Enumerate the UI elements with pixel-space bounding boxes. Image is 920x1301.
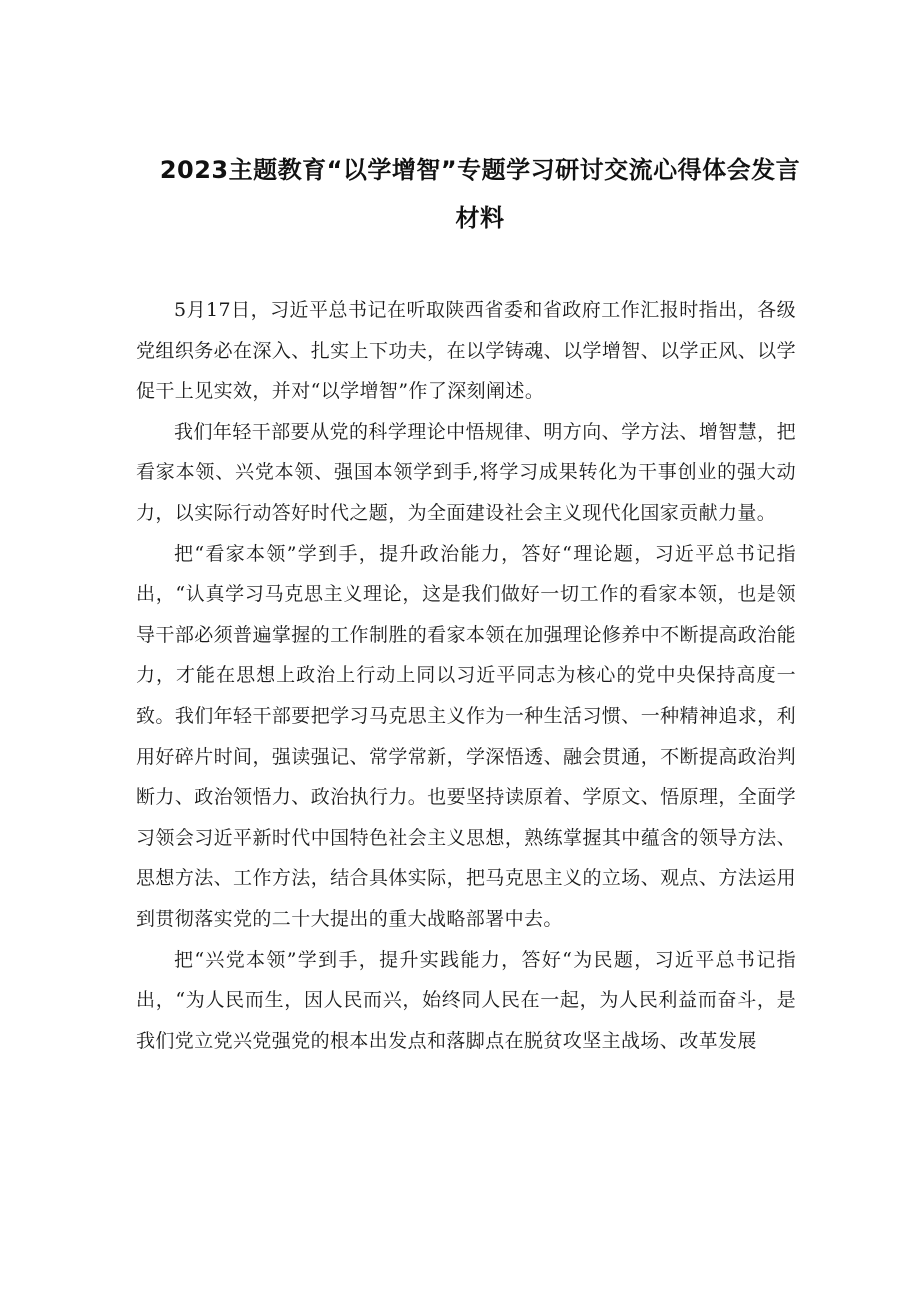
paragraph-2: 我们年轻干部要从党的科学理论中悟规律、明方向、学方法、增智慧，把看家本领、兴党本领、强国本领学到手,将学习成果转化为干事创业的强大动力，以实际行动答好时代之题，为全面建设社会主义现代化国家贡献力量。	[136, 420, 796, 524]
paragraph-1: 5月17日，习近平总书记在听取陕西省委和省政府工作汇报时指出，各级党组织务必在深入、扎实上下功夫，在以学铸魂、以学增智、以学正风、以学促干上见实效，并对“以学增智”作了深刻阐述。	[136, 299, 796, 403]
document-title: 2023主题教育“以学增智”专题学习研讨交流心得体会发言材料	[159, 156, 801, 232]
paragraph-3: 把“看家本领”学到手，提升政治能力，答好“理论题，习近平总书记指出，“认真学习马克思主义理论，这是我们做好一切工作的看家本领，也是领导干部必须普遍掌握的工作制胜的看家本领在加强理论修养中不断提高政治能力，才能在思想上政治上行动上同以习近平同志为核心的党中央保持高度一致。我们年轻干部要把学习马克思主义作为一种生活习惯、一种精神追求，利用好碎片时间，强读强记、常学常新，学深悟透、融会贯通，不断提高政治判断力、政治领悟力、政治执行力。也要坚持读原着、学原文、悟原理，全面学习领会习近平新时代中国特色社会主义思想，熟练掌握其中蕴含的领导方法、思想方法、工作方法，结合具体实际，把马克思主义的立场、观点、方法运用到贯彻落实党的二十大提出的重大战略部署中去。	[136, 542, 796, 930]
document-body	[136, 290, 796, 1061]
paragraph-4: 把“兴党本领”学到手，提升实践能力，答好“为民题，习近平总书记指出，“为人民而生，因人民而兴，始终同人民在一起，为人民利益而奋斗，是我们党立党兴党强党的根本出发点和落脚点在脱贫攻坚主战场、改革发展	[136, 948, 796, 1052]
